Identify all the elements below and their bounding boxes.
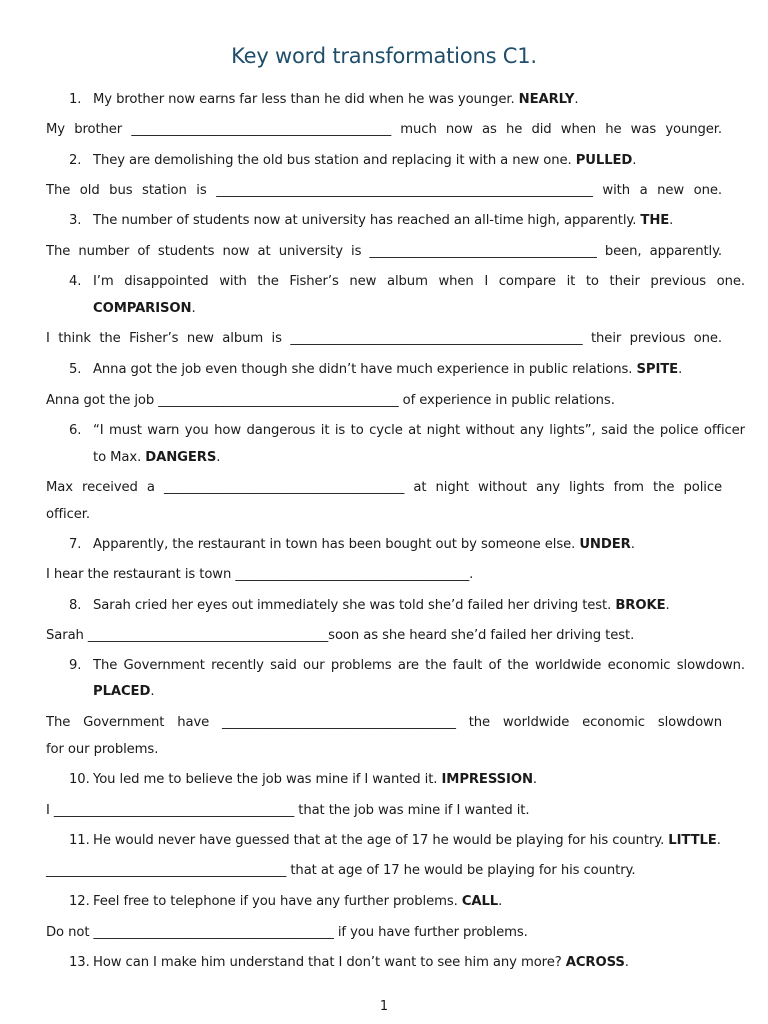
question-text: My brother now earns far less than he did when he was younger. (93, 92, 515, 107)
key-word: IMPRESSION (441, 772, 533, 787)
question-3: 3. The number of students now at university has reached an all-time high, apparently. THE. (69, 213, 674, 228)
answer-line-1: My brother ________________________________________ much now as he did when he was younger. (46, 122, 722, 137)
answer-line-4: I think the Fisher’s new album is _____________________________________________ their previous one. (46, 331, 722, 346)
question-9-keyword-line: PLACED. (93, 684, 155, 699)
question-number: 5. (69, 362, 82, 377)
question-number: 1. (69, 92, 82, 107)
key-word: DANGERS (145, 450, 217, 465)
question-6-continued: to Max. DANGERS. (93, 450, 221, 465)
key-word: CALL (461, 894, 499, 909)
key-word: THE (640, 213, 670, 228)
key-word: ACROSS (565, 955, 625, 970)
question-12: 12. Feel free to telephone if you have any further problems. CALL. (69, 894, 503, 909)
answer-line-3: The number of students now at university is ___________________________________ been, apparently. (46, 244, 722, 259)
answer-line-5: Anna got the job _____________________________________ of experience in public relations. (46, 393, 615, 408)
question-number: 2. (69, 153, 82, 168)
answer-line-12: Do not _____________________________________ if you have further problems. (46, 925, 528, 940)
answer-line-9: The Government have ____________________________________ the worldwide economic slowdown (46, 715, 722, 730)
answer-line-9-continued: for our problems. (46, 742, 159, 757)
question-11: 11. He would never have guessed that at the age of 17 he would be playing for his country. LITTLE. (69, 833, 721, 848)
key-word: SPITE (636, 362, 679, 377)
question-text: He would never have guessed that at the age of 17 he would be playing for his country. (93, 833, 665, 848)
question-text: Feel free to telephone if you have any further problems. (93, 894, 458, 909)
answer-line-7: I hear the restaurant is town ____________________________________. (46, 567, 474, 582)
question-number: 6. (69, 423, 82, 438)
worksheet-title: Key word transformations C1. (231, 44, 537, 68)
question-2: 2. They are demolishing the old bus station and replacing it with a new one. PULLED. (69, 153, 637, 168)
question-text: Apparently, the restaurant in town has been bought out by someone else. (93, 537, 576, 552)
question-number: 4. (69, 274, 82, 289)
question-text: You led me to believe the job was mine if I wanted it. (93, 772, 438, 787)
question-7: 7. Apparently, the restaurant in town has been bought out by someone else. UNDER. (69, 537, 635, 552)
question-1: 1. My brother now earns far less than he did when he was younger. NEARLY. (69, 92, 579, 107)
question-4 (46, 274, 745, 289)
question-number: 7. (69, 537, 82, 552)
answer-line-11: _____________________________________ that at age of 17 he would be playing for his country. (46, 863, 636, 878)
key-word: COMPARISON (93, 301, 192, 316)
question-text: They are demolishing the old bus station and replacing it with a new one. (93, 153, 572, 168)
question-text: Sarah cried her eyes out immediately she was told she’d failed her driving test. (93, 598, 612, 613)
question-8: 8. Sarah cried her eyes out immediately she was told she’d failed her driving test. BROKE. (69, 598, 670, 613)
key-word: PLACED (93, 684, 151, 699)
question-text: The number of students now at university has reached an all-time high, apparently. (93, 213, 637, 228)
question-text: The Government recently said our problems are the fault of the worldwide economic slowdown. (93, 658, 745, 673)
question-5: 5. Anna got the job even though she didn’t have much experience in public relations. SPITE. (69, 362, 683, 377)
question-6 (46, 423, 745, 438)
key-word: PULLED (575, 153, 633, 168)
key-word: LITTLE (668, 833, 717, 848)
question-number: 3. (69, 213, 82, 228)
question-number: 11. (69, 833, 90, 848)
question-13: 13. How can I make him understand that I don’t want to see him any more? ACROSS. (69, 955, 629, 970)
question-text: How can I make him understand that I don’t want to see him any more? (93, 955, 562, 970)
answer-line-6-continued: officer. (46, 507, 90, 522)
question-9 (46, 658, 745, 673)
answer-line-2: The old bus station is __________________________________________________________ with a new one. (46, 183, 722, 198)
question-4-keyword-line: COMPARISON. (93, 301, 196, 316)
question-number: 9. (69, 658, 82, 673)
key-word: UNDER (579, 537, 631, 552)
question-number: 13. (69, 955, 90, 970)
question-10: 10. You led me to believe the job was mine if I wanted it. IMPRESSION. (69, 772, 537, 787)
question-text: I’m disappointed with the Fisher’s new album when I compare it to their previous one. (93, 274, 745, 289)
question-number: 10. (69, 772, 90, 787)
question-number: 12. (69, 894, 90, 909)
question-text: to Max. (93, 450, 142, 465)
question-text: “I must warn you how dangerous it is to cycle at night without any lights”, said the police officer (93, 423, 745, 438)
key-word: NEARLY (518, 92, 575, 107)
question-text: Anna got the job even though she didn’t have much experience in public relations. (93, 362, 633, 377)
answer-line-10: I _____________________________________ that the job was mine if I wanted it. (46, 803, 530, 818)
answer-line-8: Sarah _____________________________________soon as she heard she’d failed her driving test. (46, 628, 635, 643)
question-number: 8. (69, 598, 82, 613)
answer-line-6: Max received a _____________________________________ at night without any lights from the police (46, 480, 722, 495)
page-number: 1 (379, 999, 389, 1014)
key-word: BROKE (615, 598, 666, 613)
